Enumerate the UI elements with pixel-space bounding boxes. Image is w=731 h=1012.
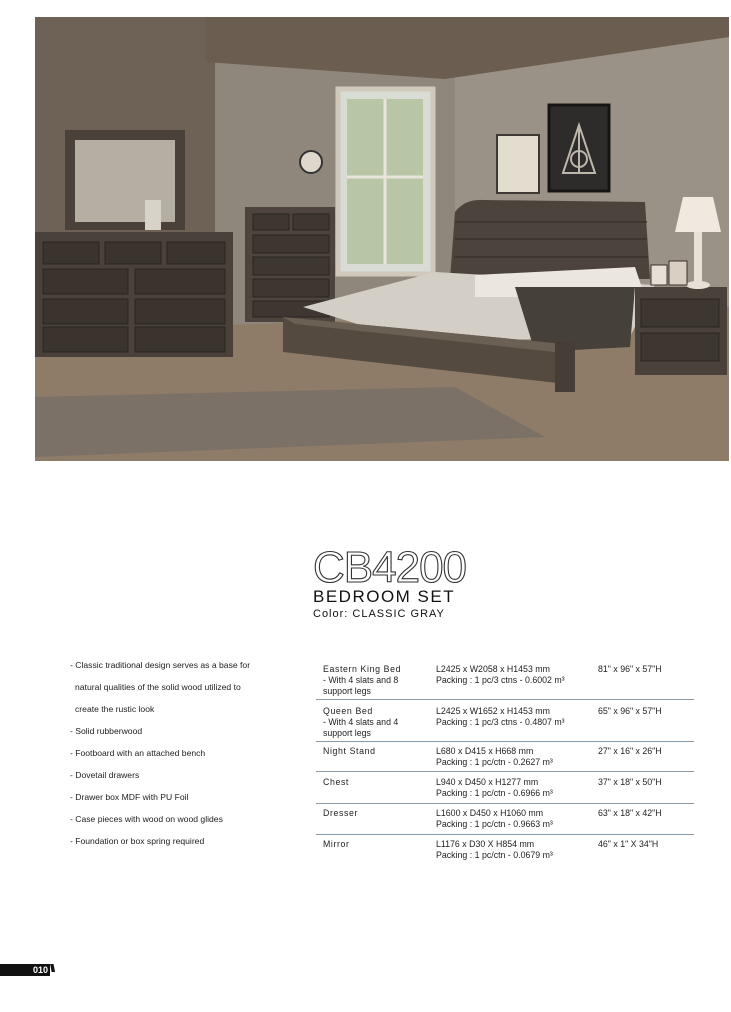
spec-divider [316, 699, 694, 700]
spec-dimensions: L940 x D450 x H1277 mm [436, 777, 539, 787]
spec-dimensions: L2425 x W2058 x H1453 mm [436, 664, 550, 674]
spec-inches: 81" x 96" x 57"H [598, 664, 662, 674]
feature-line: create the rustic look [75, 704, 155, 714]
spec-divider [316, 771, 694, 772]
spec-inches: 27" x 16" x 26"H [598, 746, 662, 756]
spec-inches: 63" x 18" x 42"H [598, 808, 662, 818]
spec-divider [316, 803, 694, 804]
spec-dimensions: L680 x D415 x H668 mm [436, 746, 534, 756]
set-name: BEDROOM SET [313, 587, 456, 606]
spec-packing: Packing : 1 pc/ctn - 0.0679 m³ [436, 850, 553, 860]
spec-packing: Packing : 1 pc/3 ctns - 0.6002 m³ [436, 675, 565, 685]
spec-divider [316, 834, 694, 835]
feature-line: - Solid rubberwood [70, 726, 143, 736]
spec-name: Night Stand [323, 746, 376, 756]
page-number: 010 [0, 964, 50, 976]
spec-name: Mirror [323, 839, 350, 849]
feature-line: - Drawer box MDF with PU Foil [70, 792, 189, 802]
feature-line: - Classic traditional design serves as a base for [70, 660, 251, 670]
spec-name: Chest [323, 777, 349, 787]
spec-dimensions: L1600 x D450 x H1060 mm [436, 808, 544, 818]
spec-dimensions: L2425 x W1652 x H1453 mm [436, 706, 550, 716]
spec-divider [316, 741, 694, 742]
bedroom-scene-illustration [35, 17, 729, 461]
spec-inches: 37" x 18" x 50"H [598, 777, 662, 787]
spec-name: Dresser [323, 808, 358, 818]
spec-note: - With 4 slats and 4 support legs [323, 717, 399, 738]
feature-line: natural qualities of the solid wood utilized to [75, 682, 241, 692]
feature-line: - Footboard with an attached bench [70, 748, 206, 758]
spec-name: Eastern King Bed [323, 664, 402, 674]
spec-packing: Packing : 1 pc/ctn - 0.9663 m³ [436, 819, 553, 829]
bedroom-set-photo [35, 17, 729, 461]
spec-packing: Packing : 1 pc/ctn - 0.6966 m³ [436, 788, 553, 798]
spec-inches: 46" x 1" X 34"H [598, 839, 659, 849]
color-label: Color: CLASSIC GRAY [313, 608, 445, 620]
spec-note: - With 4 slats and 8 support legs [323, 675, 399, 696]
feature-line: - Foundation or box spring required [70, 836, 205, 846]
model-number: CB4200 [313, 543, 467, 592]
spec-packing: Packing : 1 pc/ctn - 0.2627 m³ [436, 757, 553, 767]
spec-packing: Packing : 1 pc/3 ctns - 0.4807 m³ [436, 717, 565, 727]
feature-line: - Case pieces with wood on wood glides [70, 814, 223, 824]
spec-dimensions: L1176 x D30 X H854 mm [436, 839, 535, 849]
spec-inches: 65" x 96" x 57"H [598, 706, 662, 716]
page-tab-slashes: \\\ [50, 963, 54, 975]
feature-line: - Dovetail drawers [70, 770, 140, 780]
spec-name: Queen Bed [323, 706, 373, 716]
